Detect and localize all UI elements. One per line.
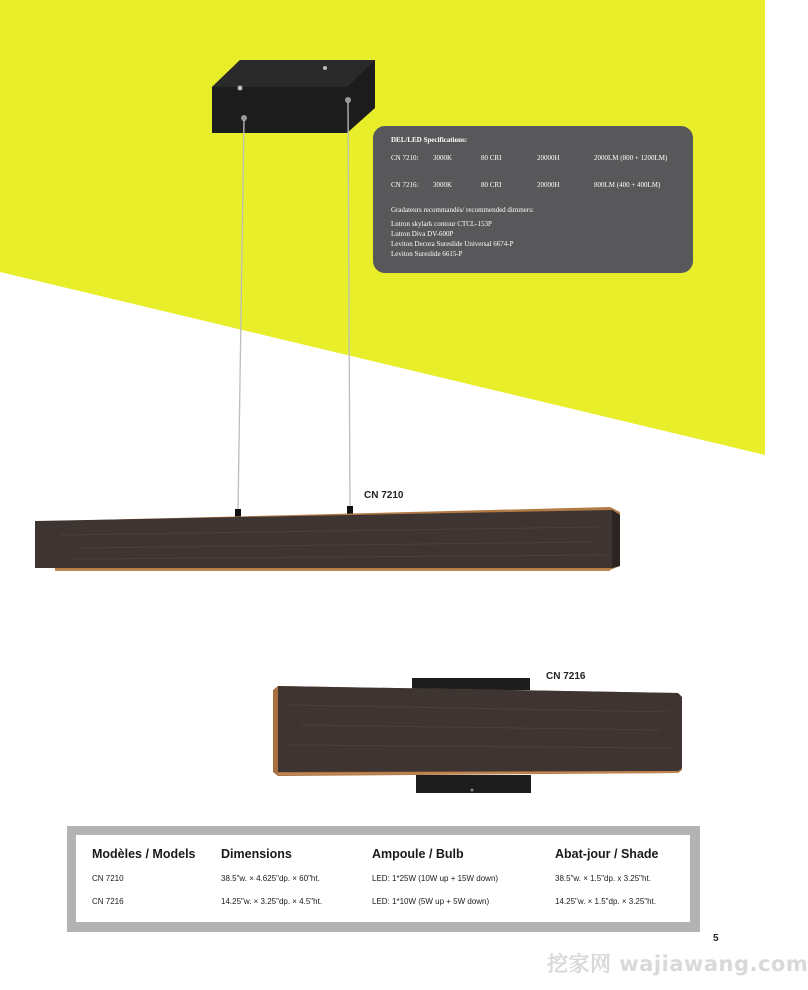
watermark: 挖家网 wajiawang.com [547, 952, 808, 976]
spec-title: DEL/LED Specifications: [391, 136, 468, 144]
product-label-cn7216: CN 7216 [546, 671, 586, 682]
spec-lumen: 800LM (400 + 400LM) [594, 181, 661, 189]
dimmer-item: Lutron skylark contour CTCL-153P [391, 220, 492, 228]
spec-cri: 80 CRI [481, 154, 502, 162]
spec-model: CN 7216: [391, 181, 419, 189]
dimmer-item: Lutron Diva DV-600P [391, 230, 454, 238]
header-models: Modèles / Models [92, 847, 196, 861]
spec-model: CN 7210: [391, 154, 419, 162]
spec-row-7210 [391, 154, 693, 181]
header-dimensions: Dimensions [221, 847, 292, 861]
cell-dimensions: 14.25"w. × 3.25"dp. × 4.5"ht. [221, 897, 323, 906]
spec-row-7216 [391, 181, 693, 208]
spec-life: 20000H [537, 181, 560, 189]
page-number: 5 [713, 933, 719, 944]
cell-dimensions: 38.5"w. × 4.625"dp. × 60"ht. [221, 874, 320, 883]
cell-model: CN 7216 [92, 897, 124, 906]
dimmers-title: Gradateurs recommandés/ recommended dimmers: [391, 206, 534, 214]
product-label-cn7210: CN 7210 [364, 490, 404, 501]
cell-shade: 14.25"w. × 1.5"dp. × 3.25"ht. [555, 897, 657, 906]
cell-bulb: LED: 1*25W (10W up + 15W down) [372, 874, 499, 883]
header-bulb: Ampoule / Bulb [372, 847, 464, 861]
cell-model: CN 7210 [92, 874, 124, 883]
led-specifications-box [373, 126, 693, 273]
cell-bulb: LED: 1*10W (5W up + 5W down) [372, 897, 490, 906]
spec-cri: 80 CRI [481, 181, 502, 189]
spec-cct: 3000K [433, 181, 453, 189]
dimmer-item: Leviton Sureslide 6615-P [391, 250, 463, 258]
cell-shade: 38.5"w. × 1.5"dp. x 3.25"ht. [555, 874, 651, 883]
spec-lumen: 2000LM (800 + 1200LM) [594, 154, 668, 162]
spec-cct: 3000K [433, 154, 453, 162]
spec-life: 20000H [537, 154, 560, 162]
header-shade: Abat-jour / Shade [555, 847, 659, 861]
dimmer-item: Leviton Decora Sureslide Universal 6674-P [391, 240, 514, 248]
